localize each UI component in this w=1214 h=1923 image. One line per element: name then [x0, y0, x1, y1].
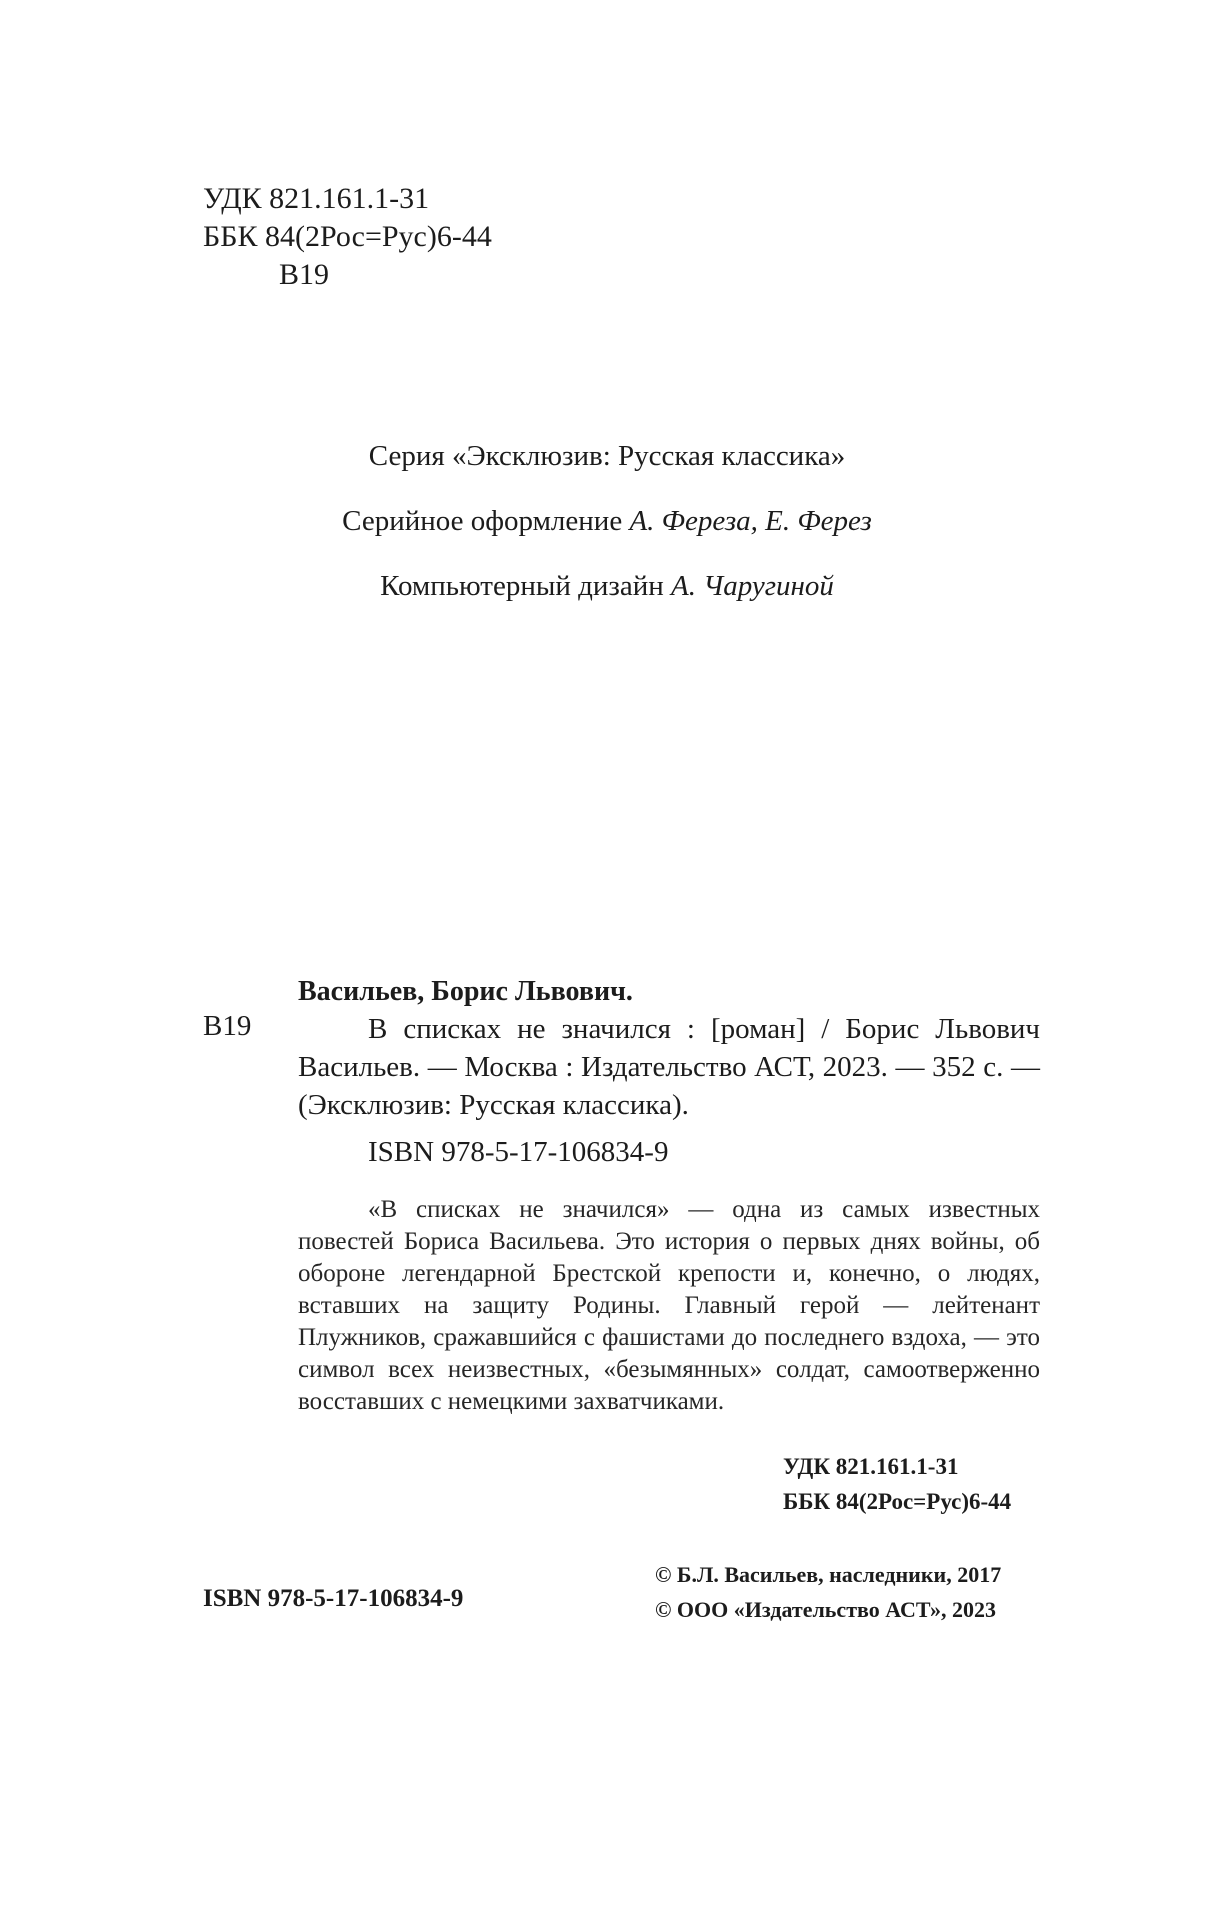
copyright-line-2: © ООО «Издательство АСТ», 2023	[655, 1597, 997, 1622]
copyright-line-1: © Б.Л. Васильев, наследники, 2017	[655, 1562, 1002, 1587]
catalog-annotation: «В списках не значился» — одна из самых известных повестей Бориса Васильева. Это история о первых днях войны, об обороне легендарной Брестской крепости и, конечно, о людях, вставших на защиту Родины. Главный герой — лейтенант Плужников, сражавшийся с фашистами до последнего вздоха, — это символ всех неизвестных, «безымянных» солдат, самоотверженно восставших с немецкими захватчиками.	[298, 1196, 1040, 1415]
series-design-line	[0, 505, 1214, 538]
series-design-label: Серийное оформление	[342, 505, 630, 537]
author-mark: В19	[279, 258, 330, 291]
catalog-codes-right	[783, 1449, 1011, 1519]
catalog-code: В19	[203, 1010, 252, 1042]
computer-design-label: Компьютерный дизайн	[380, 570, 672, 602]
catalog-author: Васильев, Борис Львович.	[298, 976, 633, 1007]
catalog-bbk: ББК 84(2Рос=Рус)6-44	[783, 1489, 1012, 1514]
catalog-description: В списках не значился : [роман] / Борис Львович Васильев. — Москва : Издательство АСТ, 2023. — 352 с. — (Эксклюзив: Русская классика).	[298, 1013, 1040, 1121]
top-classification-codes	[203, 180, 492, 294]
footer-isbn: ISBN 978-5-17-106834-9	[203, 1585, 464, 1612]
series-design-names: А. Фереза, Е. Ферез	[629, 505, 872, 537]
udk-code: УДК 821.161.1-31	[203, 182, 430, 215]
catalog-udk: УДК 821.161.1-31	[783, 1454, 959, 1479]
series-line: Серия «Эксклюзив: Русская классика»	[368, 440, 846, 472]
catalog-isbn: ISBN 978-5-17-106834-9	[368, 1136, 669, 1168]
computer-design-name: А. Чаругиной	[671, 570, 834, 602]
computer-design-line	[0, 570, 1214, 603]
copyright-block	[655, 1557, 1001, 1627]
bbk-code: ББК 84(2Рос=Рус)6-44	[203, 220, 492, 253]
